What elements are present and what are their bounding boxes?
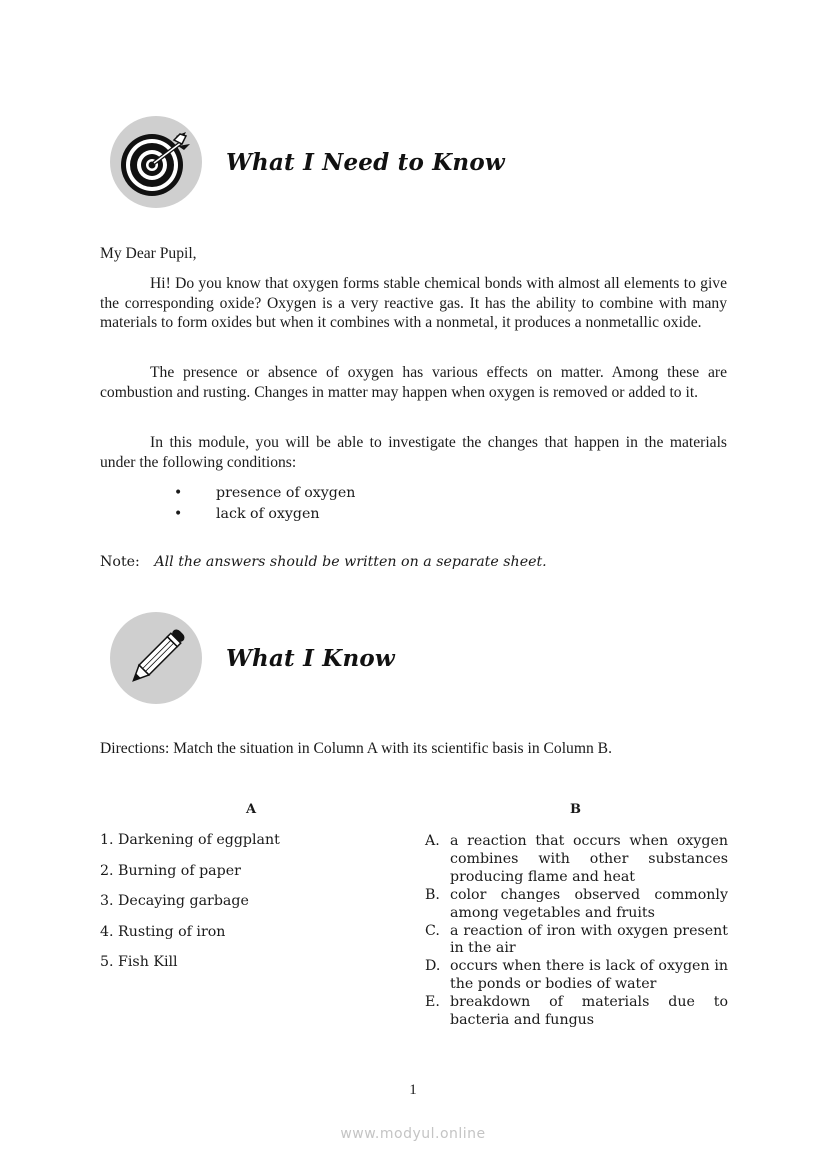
- item-letter: E.: [425, 994, 440, 1011]
- paragraph-1: Hi! Do you know that oxygen forms stable chemical bonds with almost all elements to give the corresponding oxide? Oxygen is a very reactive gas. It has the ability to combine with many materials to form oxides but when it combines with a nonmetal, it produces a nonmetallic oxide.: [100, 275, 727, 332]
- section-title: What I Know: [226, 644, 395, 672]
- list-item: • presence of oxygen: [172, 483, 355, 504]
- item-letter: A.: [425, 833, 440, 849]
- column-a-list: [100, 830, 280, 983]
- list-item: • lack of oxygen: [172, 504, 355, 525]
- paragraph-2: The presence or absence of oxygen has various effects on matter. Among these are combustion and rusting. Changes in matter may happen when oxygen is removed or added to it.: [100, 364, 727, 401]
- item-text: color changes observed commonly among vegetables and fruits: [450, 886, 728, 921]
- item-text: breakdown of materials due to bacteria and fungus: [450, 994, 728, 1029]
- conditions-list: [172, 483, 355, 524]
- note-text: All the answers should be written on a separate sheet.: [154, 554, 547, 570]
- target-icon: [110, 116, 202, 208]
- column-a-item: 2. Burning of paper: [100, 862, 241, 879]
- paragraph-3: In this module, you will be able to investigate the changes that happen in the materials under the following conditions:: [100, 434, 727, 471]
- bullet-icon: •: [174, 485, 183, 501]
- salutation: My Dear Pupil,: [100, 245, 197, 262]
- column-a-item: 4. Rusting of iron: [100, 923, 226, 940]
- note: [100, 554, 547, 570]
- bullet-icon: •: [174, 505, 183, 522]
- item-text: occurs when there is lack of oxygen in the ponds or bodies of water: [450, 958, 728, 993]
- directions: Directions: Match the situation in Column A with its scientific basis in Column B.: [100, 740, 612, 757]
- note-label: Note:: [100, 554, 140, 570]
- section-title: What I Need to Know: [226, 148, 505, 176]
- item-text: a reaction that occurs when oxygen combines with other substances producing flame and heat: [450, 833, 728, 885]
- item-letter: B.: [425, 886, 440, 903]
- section-header-what-i-know: [110, 612, 395, 704]
- watermark: www.modyul.online: [340, 1126, 486, 1142]
- column-a-header: A: [246, 802, 257, 817]
- column-b-item: [425, 833, 728, 887]
- section-header-need-to-know: [110, 116, 505, 208]
- column-a-item: 5. Fish Kill: [100, 954, 178, 970]
- column-a-item: 1. Darkening of eggplant: [100, 832, 280, 848]
- column-b-item: [425, 887, 728, 923]
- item-letter: C.: [425, 922, 440, 939]
- column-b-item: [425, 994, 728, 1030]
- pencil-icon: [110, 612, 202, 704]
- column-b-list: [425, 833, 728, 1030]
- column-a-item: 3. Decaying garbage: [100, 893, 249, 909]
- column-b-item: [425, 958, 728, 994]
- column-b-item: [425, 923, 728, 959]
- item-text: a reaction of iron with oxygen present in the air: [450, 922, 728, 957]
- item-letter: D.: [425, 958, 441, 975]
- page-number: 1: [409, 1082, 417, 1098]
- column-b-header: B: [570, 802, 581, 817]
